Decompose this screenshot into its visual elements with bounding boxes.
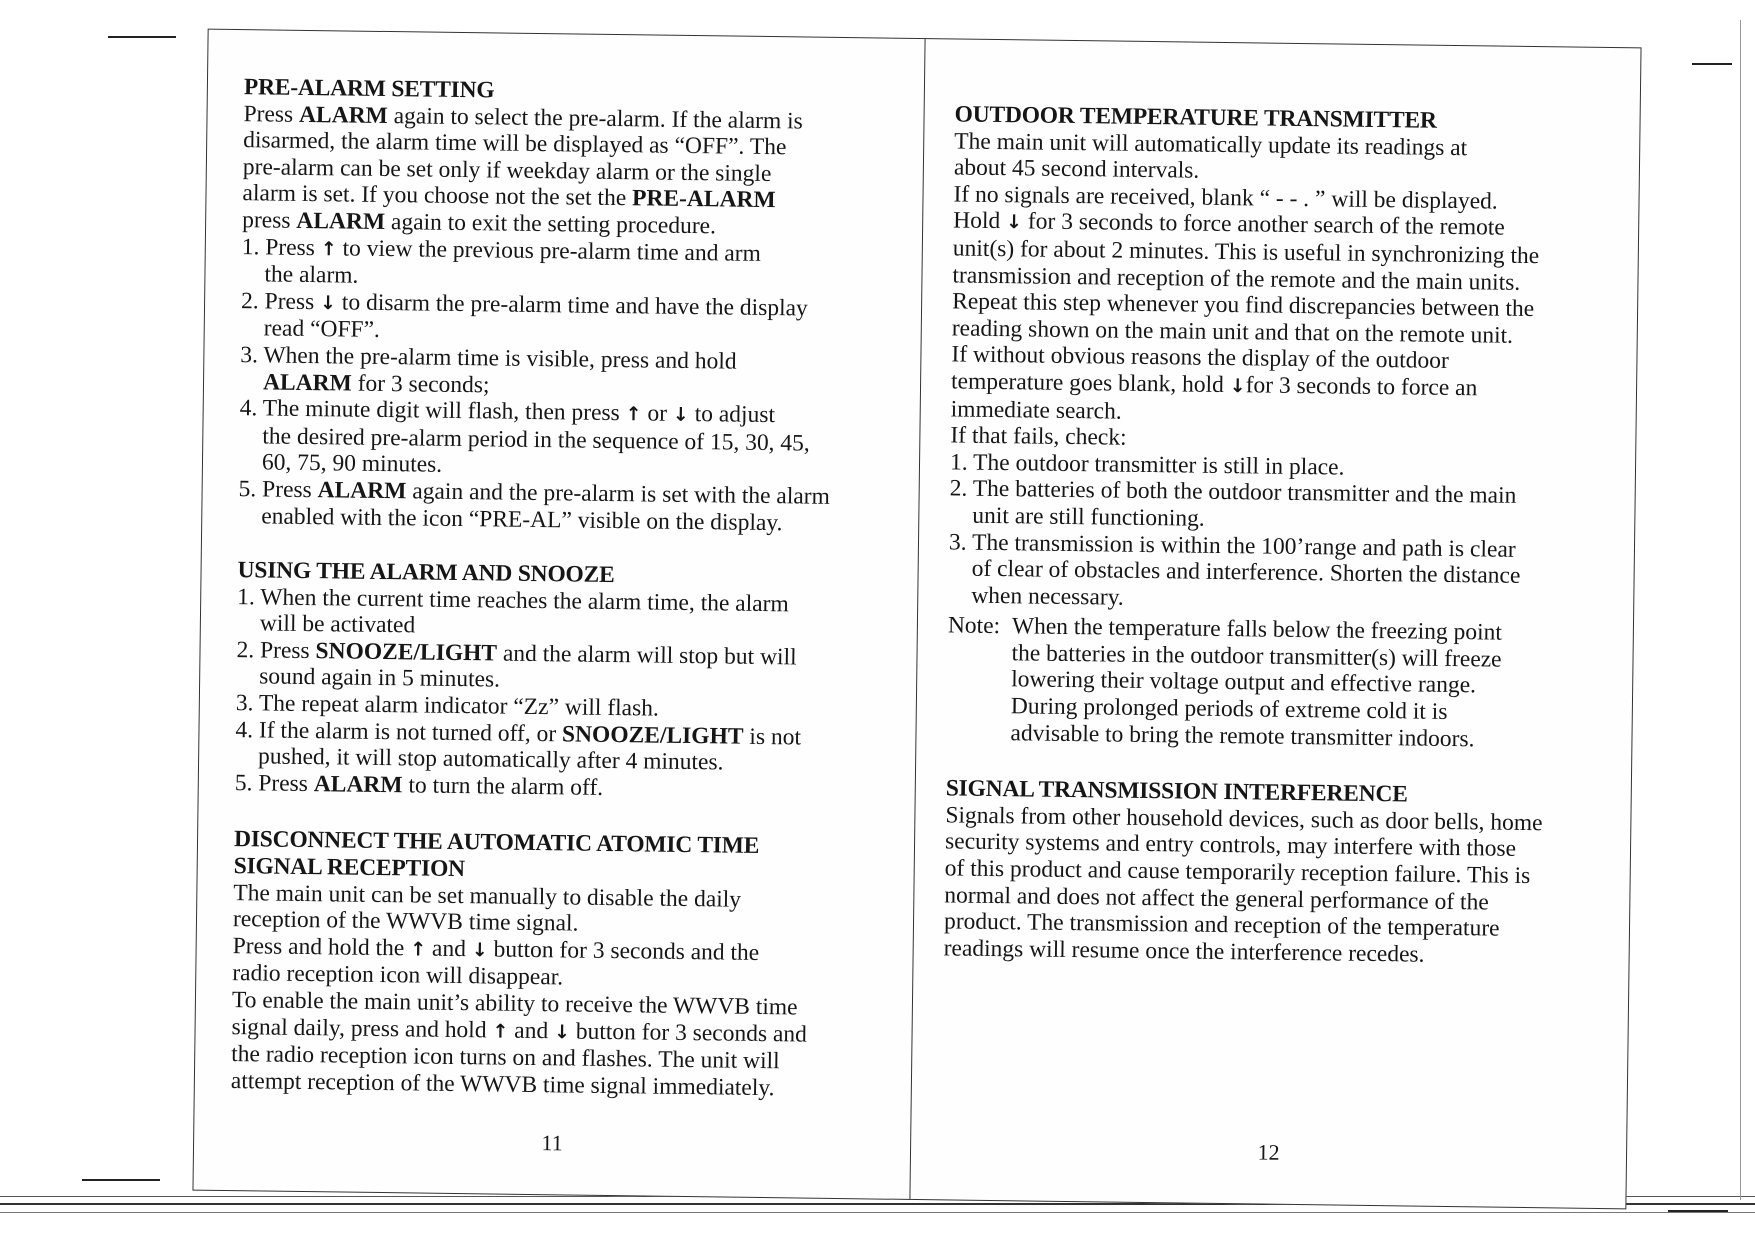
text-line: 5. Press ALARM again and the pre-alarm is set with the alarm bbox=[238, 476, 831, 510]
text-line: 60, 75, 90 minutes. bbox=[261, 449, 443, 479]
text-line: temperature goes blank, hold ↓for 3 seconds to force an bbox=[950, 368, 1478, 402]
text-line: 5. Press ALARM to turn the alarm off. bbox=[234, 769, 604, 801]
text-line: 3. When the pre-alarm time is visible, press and hold bbox=[240, 342, 737, 375]
list-item bbox=[235, 717, 894, 779]
text-line: 4. If the alarm is not turned off, or SNOOZE/LIGHT is not bbox=[235, 716, 802, 751]
text-line: the alarm. bbox=[264, 261, 359, 289]
text-line: the desired pre-alarm period in the sequence of 15, 30, 45, bbox=[262, 423, 810, 457]
text-line: readings will resume once the interference recedes. bbox=[943, 935, 1425, 968]
text-line: If that fails, check: bbox=[950, 422, 1127, 451]
text-line: unit(s) for about 2 minutes. This is useful in synchronizing the bbox=[952, 235, 1540, 270]
text-line: radio reception icon will disappear. bbox=[232, 960, 564, 991]
text-line: If no signals are received, blank “ - - . ” will be displayed. bbox=[953, 181, 1498, 215]
list-item bbox=[241, 288, 900, 351]
text-line: Press and hold the ↑ and ↓ button for 3 seconds and the bbox=[232, 932, 760, 966]
text-line: press ALARM again to exit the setting procedure. bbox=[241, 207, 717, 240]
text-line: advisable to bring the remote transmitter indoors. bbox=[1010, 719, 1475, 752]
text-line: The main unit can be set manually to disable the daily bbox=[233, 879, 742, 913]
text-line: will be activated bbox=[259, 610, 416, 639]
text-line: Press ALARM again to select the pre-alarm. If the alarm is bbox=[243, 100, 803, 135]
page-11 bbox=[193, 30, 924, 1199]
page-content bbox=[230, 74, 902, 1127]
note-label: Note: bbox=[947, 612, 1001, 640]
text-line: when necessary. bbox=[971, 582, 1124, 611]
text-line: of clear of obstacles and interference. Shorten the distance bbox=[971, 555, 1521, 589]
text-line: signal daily, press and hold ↑ and ↓ button for 3 seconds and bbox=[231, 1013, 808, 1048]
text-line: disarmed, the alarm time will be displayed as “OFF”. The bbox=[243, 127, 787, 161]
page-12 bbox=[910, 39, 1640, 1208]
text-line: 1. The outdoor transmitter is still in place. bbox=[949, 449, 1345, 481]
text-line: enabled with the icon “PRE-AL” visible on the display. bbox=[261, 502, 783, 536]
scan-mark bbox=[0, 1212, 1755, 1213]
outdoor-transmitter-section bbox=[946, 101, 1619, 754]
text-line: 3. The transmission is within the 100’range and path is clear bbox=[948, 528, 1516, 563]
section-heading: SIGNAL RECEPTION bbox=[233, 853, 466, 883]
interference-section bbox=[944, 776, 1611, 971]
text-line: ALARM for 3 seconds; bbox=[262, 368, 490, 398]
text-line: When the temperature falls below the freezing point bbox=[1011, 613, 1503, 646]
text-line: 2. Press SNOOZE/LIGHT and the alarm will stop but will bbox=[236, 636, 797, 671]
section-heading: DISCONNECT THE AUTOMATIC ATOMIC TIME bbox=[233, 826, 760, 860]
section-heading: OUTDOOR TEMPERATURE TRANSMITTER bbox=[954, 101, 1437, 134]
text-line: normal and does not affect the general performance of the bbox=[944, 882, 1489, 916]
section-heading: USING THE ALARM AND SNOOZE bbox=[237, 557, 615, 589]
scan-mark bbox=[1740, 20, 1741, 1200]
page-content bbox=[943, 101, 1620, 994]
section-heading: SIGNAL TRANSMISSION INTERFERENCE bbox=[945, 775, 1408, 808]
text-line: security systems and entry controls, may interfere with those bbox=[944, 828, 1517, 863]
scan-mark bbox=[1692, 63, 1732, 65]
section-heading: PRE-ALARM SETTING bbox=[243, 74, 495, 104]
page-number: 12 bbox=[1257, 1139, 1280, 1165]
text-line: If without obvious reasons the display of the outdoor bbox=[951, 341, 1449, 375]
list-item bbox=[237, 584, 896, 646]
text-line: Repeat this step whenever you find discrepancies between the bbox=[951, 288, 1535, 323]
list-item bbox=[241, 234, 900, 297]
text-line: transmission and reception of the remote and the main units. bbox=[952, 261, 1521, 296]
text-line: During prolonged periods of extreme cold it is bbox=[1010, 693, 1448, 726]
text-line: attempt reception of the WWVB time signal immediately. bbox=[230, 1067, 775, 1101]
text-line: reception of the WWVB time signal. bbox=[232, 906, 579, 937]
list-item bbox=[239, 395, 898, 484]
note-body bbox=[1010, 614, 1613, 755]
booklet-spread bbox=[192, 29, 1641, 1210]
text-line: reading shown on the main unit and that on the remote unit. bbox=[951, 315, 1514, 349]
text-line: 4. The minute digit will flash, then press ↑ or ↓ to adjust bbox=[239, 395, 776, 429]
list-item bbox=[238, 476, 897, 538]
scan-mark bbox=[1668, 1210, 1728, 1212]
text-line: unit are still functioning. bbox=[972, 502, 1205, 532]
text-line: of this product and cause temporarily reception failure. This is bbox=[944, 855, 1531, 890]
text-line: Signals from other household devices, such as door bells, home bbox=[945, 802, 1543, 837]
text-line: 3. The repeat alarm indicator “Zz” will flash. bbox=[235, 690, 660, 722]
list-item bbox=[236, 637, 895, 699]
text-line: sound again in 5 minutes. bbox=[259, 663, 501, 694]
scan-mark bbox=[82, 1179, 160, 1181]
list-item bbox=[949, 476, 1615, 538]
text-line: 2. Press ↓ to disarm the pre-alarm time and have the display bbox=[240, 287, 808, 322]
text-line: pushed, it will stop automatically after 4 minutes. bbox=[257, 743, 724, 776]
disconnect-section bbox=[231, 827, 892, 1104]
text-line: Hold ↓ for 3 seconds to force another search of the remote bbox=[953, 207, 1505, 242]
text-line: The main unit will automatically update its readings at bbox=[954, 128, 1468, 161]
page-number: 11 bbox=[541, 1130, 563, 1156]
list-item bbox=[948, 529, 1614, 617]
text-line: alarm is set. If you choose not the set the PRE-ALARM bbox=[242, 180, 776, 214]
note bbox=[946, 613, 1613, 755]
text-line: lowering their voltage output and effective range. bbox=[1011, 666, 1477, 699]
text-line: 2. The batteries of both the outdoor transmitter and the main bbox=[949, 475, 1517, 510]
pre-alarm-section bbox=[238, 74, 902, 538]
text-line: immediate search. bbox=[950, 395, 1122, 425]
text-line: about 45 second intervals. bbox=[953, 154, 1200, 184]
text-line: 1. When the current time reaches the alarm time, the alarm bbox=[237, 583, 789, 618]
text-line: product. The transmission and reception of the temperature bbox=[943, 908, 1500, 942]
text-line: the radio reception icon turns on and flashes. The unit will bbox=[231, 1041, 780, 1075]
text-line: read “OFF”. bbox=[263, 315, 381, 344]
snooze-section bbox=[235, 557, 896, 805]
text-line: 1. Press ↑ to view the previous pre-alarm time and arm bbox=[241, 233, 762, 267]
scan-mark bbox=[108, 36, 176, 38]
text-line: To enable the main unit’s ability to receive the WWVB time bbox=[231, 987, 798, 1021]
text-line: pre-alarm can be set only if weekday alarm or the single bbox=[242, 153, 772, 187]
list-item bbox=[240, 342, 899, 404]
text-line: the batteries in the outdoor transmitter(s) will freeze bbox=[1011, 640, 1502, 673]
